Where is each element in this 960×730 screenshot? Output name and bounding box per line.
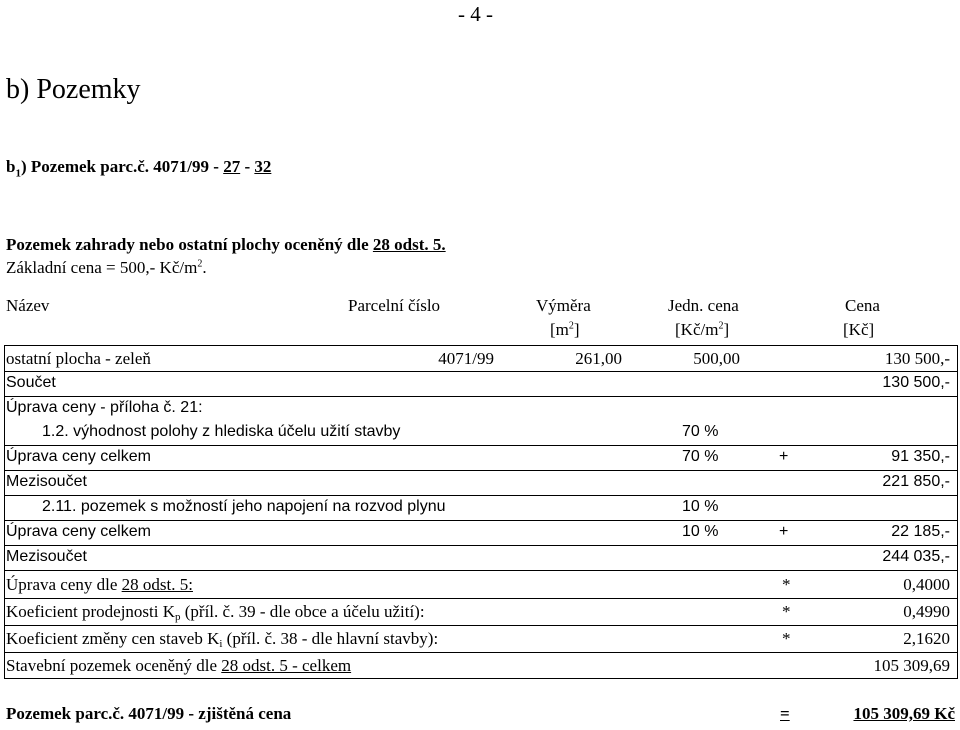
cell-pct: 70 %: [682, 423, 719, 440]
header-area-unit-b: ]: [573, 320, 580, 339]
row-rule: [4, 625, 958, 626]
table-row: [4, 573, 958, 598]
header-parcel: Parcelní číslo: [348, 296, 441, 315]
cell-pct: 70 %: [682, 448, 719, 465]
cell-name: [6, 602, 425, 623]
header-area-unit: [550, 320, 580, 340]
cell-name-text: Koeficient prodejnosti K: [6, 602, 176, 621]
subsection-ref-1: 27: [223, 157, 241, 176]
cell-name: Úprava ceny - příloha č. 21:: [6, 399, 203, 416]
cell-name-end: (příl. č. 39 - dle obce a účelu užití):: [180, 602, 425, 621]
footer-label: Pozemek parc.č. 4071/99 - zjištěná cena: [6, 704, 292, 723]
cell-price: 221 850,-: [882, 473, 950, 490]
header-price: Cena: [845, 296, 880, 315]
cell-price: 244 035,-: [882, 548, 950, 565]
cell-name-text: Stavební pozemek oceněný dle: [6, 656, 222, 675]
cell-price: 130 500,-: [882, 374, 950, 391]
subsection-subscript: 1: [15, 167, 21, 180]
table-row: [4, 521, 958, 546]
subsection-prefix: b: [6, 157, 16, 176]
intro-line-2: [6, 258, 207, 278]
table-row: [4, 546, 958, 571]
table-row: [4, 600, 958, 625]
cell-op: *: [782, 575, 791, 594]
cell-price: 91 350,-: [891, 448, 950, 465]
table-row: [4, 347, 958, 372]
intro-line-2-sup: 2: [197, 258, 203, 270]
subsection-title: [6, 157, 271, 179]
table-top-rule: [4, 345, 958, 346]
cell-name-ref: 28 odst. 5:: [121, 575, 193, 594]
cell-name: Mezisoučet: [6, 548, 87, 565]
table-row: [4, 496, 958, 521]
intro-line-1-text: Pozemek zahrady nebo ostatní plochy oceněný dle: [6, 235, 373, 254]
cell-name: Úprava ceny celkem: [6, 523, 151, 540]
header-unit-price-unit-b: ]: [723, 320, 730, 339]
cell-pct: 10 %: [682, 498, 719, 515]
cell-price: 22 185,-: [891, 523, 950, 540]
header-area: Výměra: [536, 296, 591, 315]
intro-line-2-end: .: [202, 258, 207, 277]
table-row: [4, 654, 958, 679]
cell-area: 261,00: [575, 349, 622, 368]
table-row: [4, 421, 958, 446]
page-number: - 4 -: [458, 2, 493, 26]
table-row: [4, 372, 958, 397]
table-row: [4, 627, 958, 652]
cell-pct: 10 %: [682, 523, 719, 540]
cell-name: 2.11. pozemek s možností jeho napojení na rozvod plynu: [42, 498, 446, 515]
cell-price: 0,4000: [903, 575, 950, 594]
cell-price: 0,4990: [903, 602, 950, 621]
cell-op: +: [779, 523, 789, 540]
row-rule: [4, 570, 958, 571]
header-unit-price: Jedn. cena: [668, 296, 739, 315]
cell-name: [6, 575, 193, 595]
cell-op: *: [782, 629, 791, 648]
intro-line-1: [6, 235, 446, 255]
subsection-text: ) Pozemek parc.č. 4071/99 -: [20, 157, 224, 176]
cell-unit-price: 500,00: [693, 349, 740, 368]
cell-name: 1.2. výhodnost polohy z hlediska účelu užití stavby: [42, 423, 401, 440]
subsection-dash: -: [240, 157, 255, 176]
cell-name-end: (příl. č. 38 - dle hlavní stavby):: [222, 629, 439, 648]
cell-op: *: [782, 602, 791, 621]
row-rule: [4, 652, 958, 653]
cell-name: Součet: [6, 374, 56, 391]
cell-name: Mezisoučet: [6, 473, 87, 490]
header-price-unit: [Kč]: [843, 320, 875, 339]
header-area-unit-sup: 2: [568, 320, 574, 332]
cell-name-ref: 28 odst. 5 - celkem: [221, 656, 352, 675]
cell-name-text: Úprava ceny dle: [6, 575, 122, 594]
cell-name: [6, 629, 438, 650]
intro-line-2-text: Základní cena = 500,- Kč/m: [6, 258, 198, 277]
cell-name: [6, 656, 351, 676]
cell-name-sub: p: [175, 611, 181, 623]
cell-name-sub: i: [219, 638, 223, 650]
intro-line-1-ref: 28 odst. 5.: [372, 235, 446, 254]
header-area-unit-a: [m: [550, 320, 569, 339]
header-unit-price-unit-sup: 2: [718, 320, 724, 332]
cell-parcel: 4071/99: [438, 349, 494, 368]
row-rule: [4, 598, 958, 599]
cell-name: Úprava ceny celkem: [6, 448, 151, 465]
cell-name-text: Koeficient změny cen staveb K: [6, 629, 220, 648]
table-row: [4, 471, 958, 496]
table-row: [4, 446, 958, 471]
cell-name: ostatní plocha - zeleň: [6, 349, 151, 368]
footer-value: 105 309,69 Kč: [853, 704, 955, 723]
header-unit-price-unit-a: [Kč/m: [675, 320, 719, 339]
table-row: [4, 397, 958, 422]
section-title: b) Pozemky: [6, 74, 141, 105]
cell-op: +: [779, 448, 789, 465]
header-unit-price-unit: [675, 320, 729, 340]
cell-price: 130 500,-: [884, 349, 950, 368]
cell-price: 2,1620: [903, 629, 950, 648]
subsection-ref-2: 32: [254, 157, 272, 176]
footer-equals: =: [780, 704, 790, 723]
header-name: Název: [6, 296, 50, 315]
cell-price: 105 309,69: [873, 656, 950, 675]
